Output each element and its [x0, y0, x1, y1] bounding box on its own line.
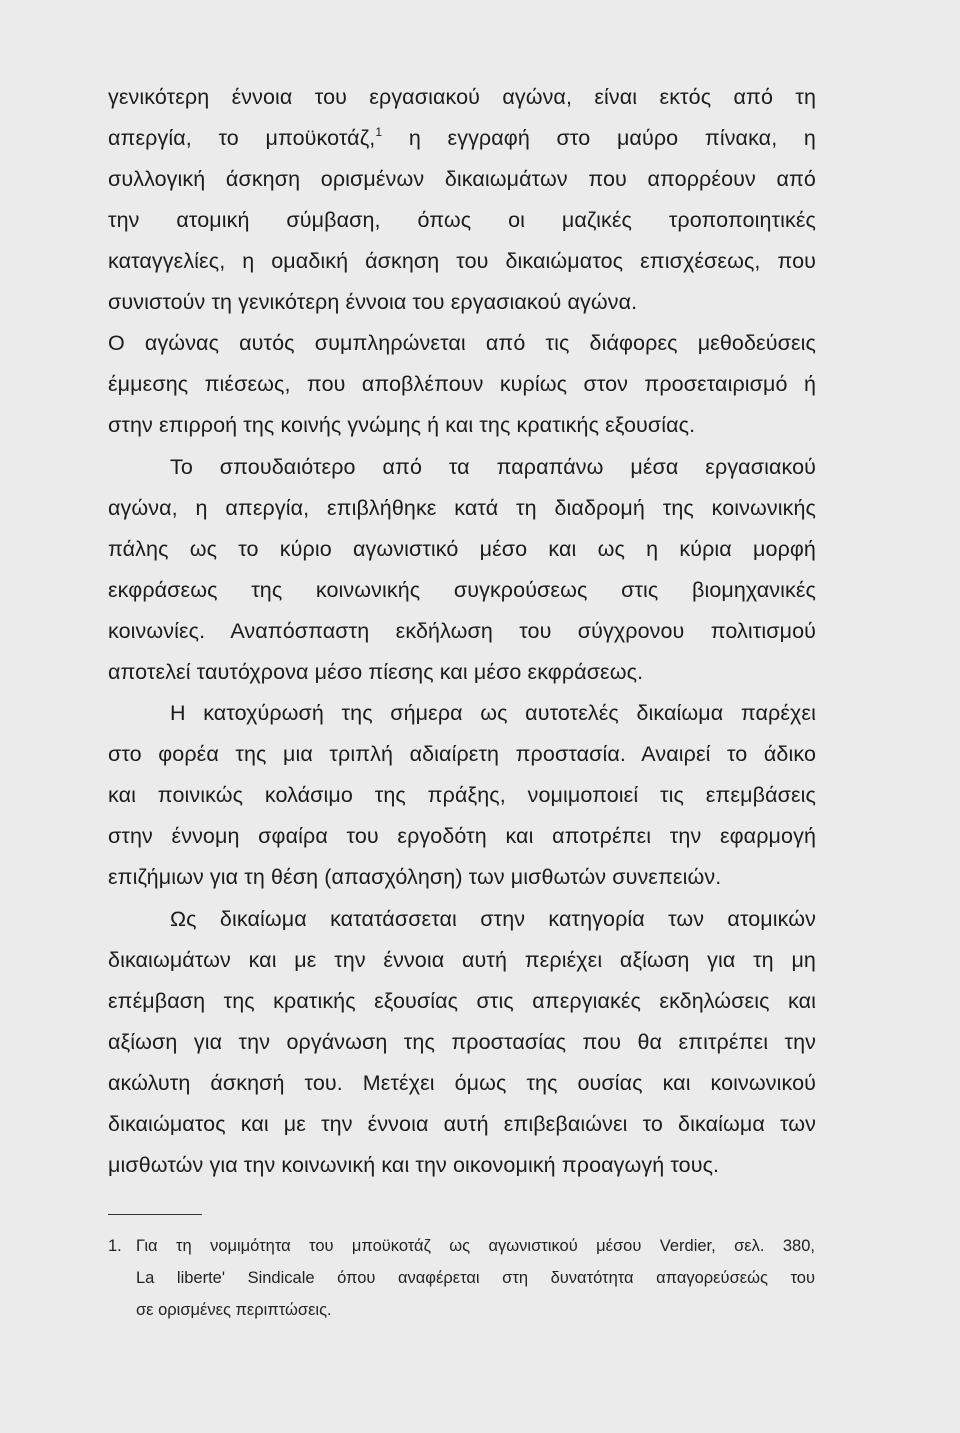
body-text-line: Ως δικαίωμα κατατάσσεται στην κατηγορία των ατομικών	[170, 907, 816, 931]
body-text-line: Η κατοχύρωσή της σήμερα ως αυτοτελές δικαίωμα παρέχει	[170, 701, 816, 725]
body-text-line: επέμβαση της κρατικής εξουσίας στις απεργιακές εκδηλώσεις και	[108, 989, 816, 1013]
body-text-line: εκφράσεως της κοινωνικής συγκρούσεως στις βιομηχανικές	[108, 578, 816, 602]
footnote-separator	[108, 1214, 202, 1215]
body-text-line	[108, 123, 816, 153]
footnote-text-line: Για τη νομιμότητα του μποϋκοτάζ ως αγωνιστικού μέσου Verdier, σελ. 380,	[136, 1237, 815, 1255]
body-text-line: έμμεσης πιέσεως, που αποβλέπουν κυρίως στον προσεταιρισμό ή	[108, 372, 816, 396]
body-text-line: καταγγελίες, η ομαδική άσκηση του δικαιώματος επισχέσεως, που	[108, 249, 816, 273]
body-text-line: δικαιώματος και με την έννοια αυτή επιβεβαιώνει το δικαίωμα των	[108, 1112, 816, 1136]
text-segment: απεργία, το μποϋκοτάζ,	[108, 126, 376, 150]
body-text-line: Το σπουδαιότερο από τα παραπάνω μέσα εργασιακού	[170, 455, 816, 479]
body-text-line: αγώνα, η απεργία, επιβλήθηκε κατά τη διαδρομή της κοινωνικής	[108, 496, 816, 520]
body-text-line: στην έννομη σφαίρα του εργοδότη και αποτρέπει την εφαρμογή	[108, 824, 816, 848]
body-text-line: πάλης ως το κύριο αγωνιστικό μέσο και ως η κύρια μορφή	[108, 537, 816, 561]
body-text-line: επιζήμιων για τη θέση (απασχόληση) των μισθωτών συνεπειών.	[108, 865, 722, 889]
body-text-line: αξίωση για την οργάνωση της προστασίας που θα επιτρέπει την	[108, 1030, 816, 1054]
body-text-line: και ποινικώς κολάσιμο της πράξης, νομιμοποιεί τις επεμβάσεις	[108, 783, 816, 807]
body-text-line: συνιστούν τη γενικότερη έννοια του εργασιακού αγώνα.	[108, 290, 638, 314]
footnote-text-line: σε ορισμένες περιπτώσεις.	[136, 1301, 332, 1319]
body-text-line: στο φορέα της μια τριπλή αδιαίρετη προστασία. Αναιρεί το άδικο	[108, 742, 816, 766]
body-text-line: αποτελεί ταυτόχρονα μέσο πίεσης και μέσο εκφράσεως.	[108, 660, 644, 684]
footnote-text-line: La liberte' Sindicale όπου αναφέρεται στη δυνατότητα απαγορεύσεώς του	[136, 1269, 815, 1287]
body-text-line: ακώλυτη άσκησή του. Μετέχει όμως της ουσίας και κοινωνικού	[108, 1071, 816, 1095]
text-segment: η εγγραφή στο μαύρο πίνακα, η	[408, 126, 816, 150]
body-text-line: γενικότερη έννοια του εργασιακού αγώνα, είναι εκτός από τη	[108, 85, 816, 109]
body-text-line: δικαιωμάτων και με την έννοια αυτή περιέχει αξίωση για τη μη	[108, 948, 816, 972]
body-text-line: συλλογική άσκηση ορισμένων δικαιωμάτων που απορρέουν από	[108, 167, 816, 191]
body-text-line: στην επιρροή της κοινής γνώμης ή και της κρατικής εξουσίας.	[108, 413, 696, 437]
footnote-reference: 1	[375, 125, 383, 139]
body-text-line: Ο αγώνας αυτός συμπληρώνεται από τις διάφορες μεθοδεύσεις	[108, 331, 816, 355]
body-text-line: την ατομική σύμβαση, όπως οι μαζικές τροποποιητικές	[108, 208, 816, 232]
footnote-number: 1.	[108, 1237, 122, 1255]
body-text-line: κοινωνίες. Αναπόσπαστη εκδήλωση του σύγχρονου πολιτισμού	[108, 619, 816, 643]
body-text-line: μισθωτών για την κοινωνική και την οικονομική προαγωγή τους.	[108, 1153, 720, 1177]
